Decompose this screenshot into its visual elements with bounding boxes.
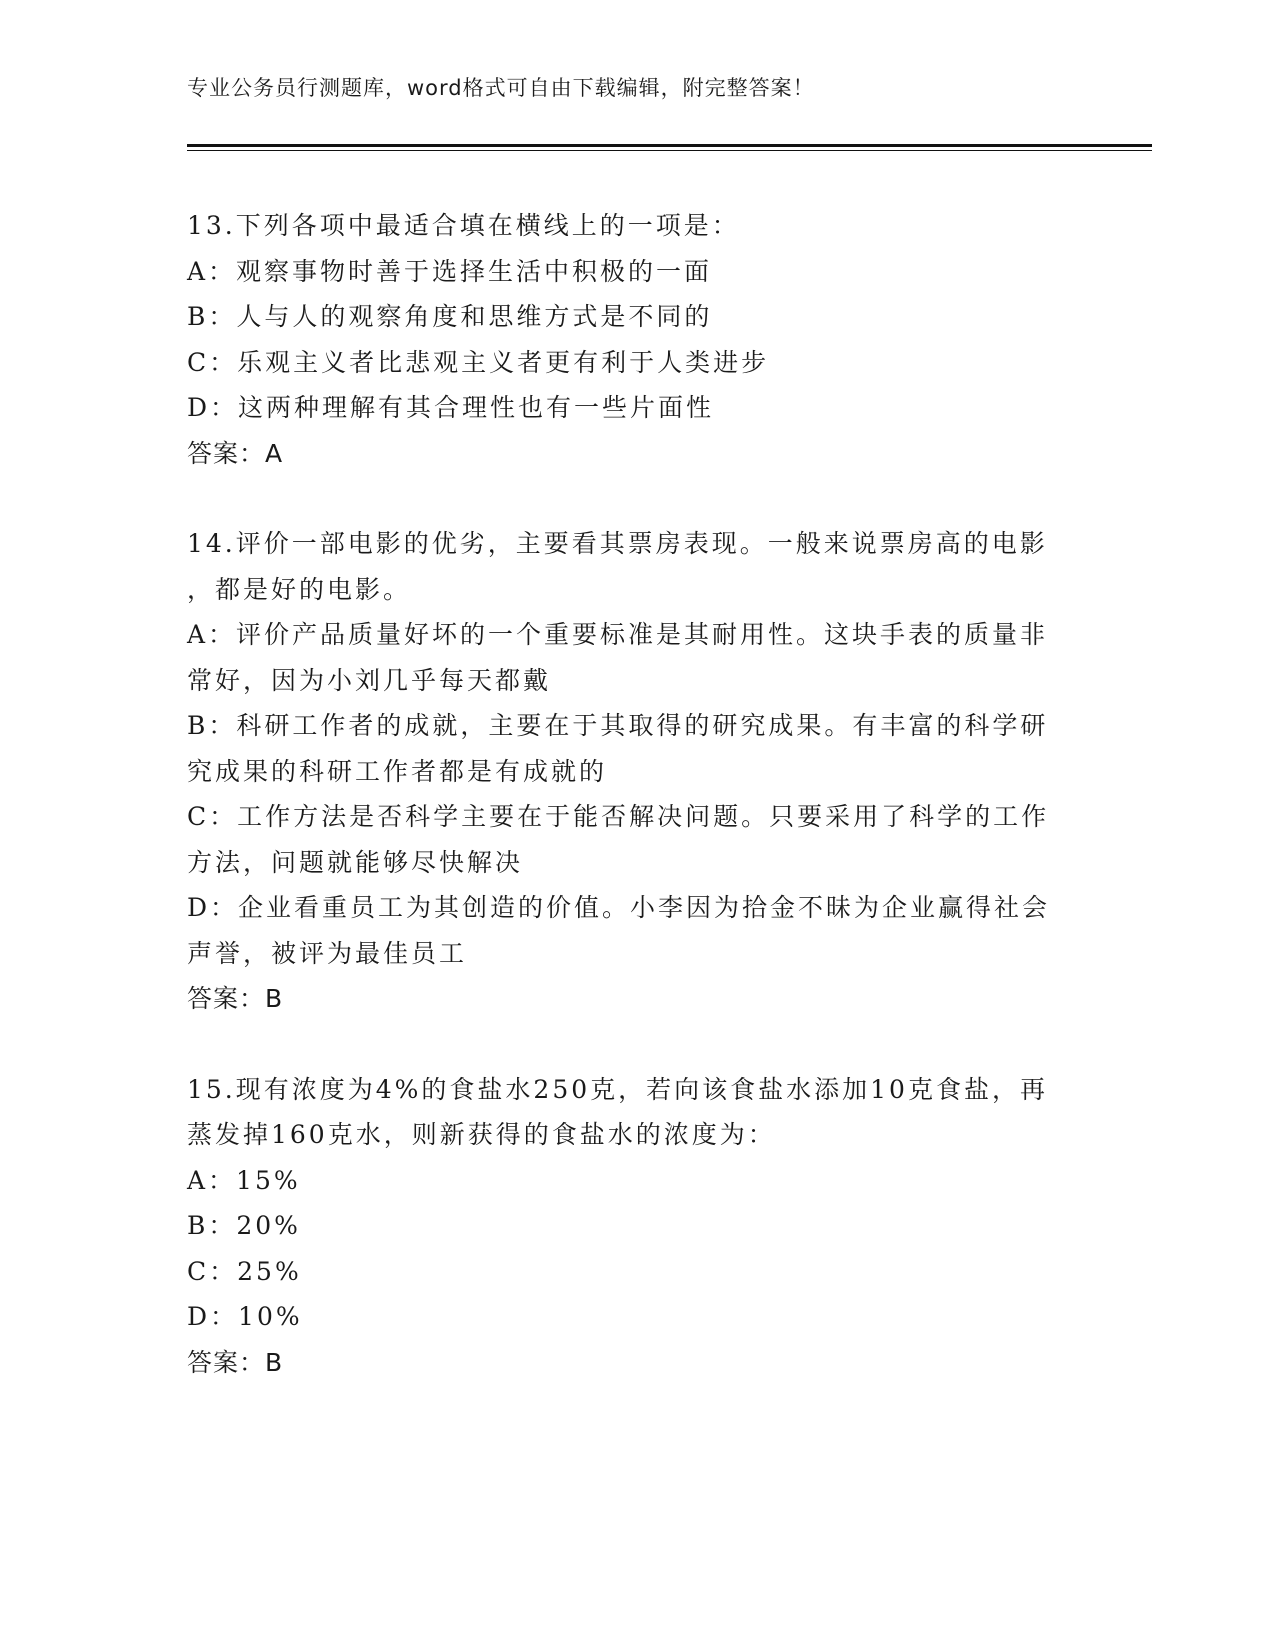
answer-line: 答案：B	[187, 1347, 284, 1377]
question-stem: 13.下列各项中最适合填在横线上的一项是：	[187, 211, 740, 240]
page-header-text: 专业公务员行测题库，word格式可自由下载编辑，附完整答案！	[187, 76, 815, 100]
option-d-continued: 声誉，被评为最佳员工	[187, 938, 468, 968]
option-c: C：25%	[187, 1256, 302, 1286]
option-b-continued: 究成果的科研工作者都是有成就的	[187, 756, 608, 786]
option-b: B：人与人的观察角度和思维方式是不同的	[187, 302, 713, 331]
question-15	[187, 1067, 1087, 1386]
option-c: C：乐观主义者比悲观主义者更有利于人类进步	[187, 347, 770, 377]
option-a: A：观察事物时善于选择生活中积极的一面	[187, 256, 713, 286]
option-c: C：工作方法是否科学主要在于能否解决问题。只要采用了科学的工作	[187, 802, 1050, 831]
header-rule-thin	[187, 150, 1152, 151]
question-stem: 15.现有浓度为4%的食盐水250克，若向该食盐水添加10克食盐，再	[187, 1074, 1048, 1104]
option-d: D：10%	[187, 1302, 303, 1331]
option-d: D：企业看重员工为其创造的价值。小李因为拾金不昧为企业赢得社会	[187, 893, 1051, 922]
question-stem-continued: 蒸发掉160克水，则新获得的食盐水的浓度为：	[187, 1120, 776, 1149]
question-stem-continued: ，都是好的电影。	[187, 574, 412, 604]
question-13	[187, 203, 1087, 476]
answer-line: 答案：B	[187, 984, 284, 1013]
question-list	[187, 203, 1087, 1430]
answer-line: 答案：A	[187, 438, 284, 468]
option-b: B：科研工作者的成就，主要在于其取得的研究成果。有丰富的科学研	[187, 711, 1049, 740]
option-a: A：评价产品质量好坏的一个重要标准是其耐用性。这块手表的质量非	[187, 620, 1049, 649]
question-stem: 14.评价一部电影的优劣，主要看其票房表现。一般来说票房高的电影	[187, 529, 1048, 558]
option-a-continued: 常好，因为小刘几乎每天都戴	[187, 665, 552, 695]
option-a: A：15%	[187, 1165, 301, 1195]
option-b: B：20%	[187, 1211, 301, 1240]
question-14	[187, 521, 1087, 1022]
option-c-continued: 方法，问题就能够尽快解决	[187, 847, 524, 877]
option-d: D：这两种理解有其合理性也有一些片面性	[187, 393, 715, 422]
header-rule-thick	[187, 144, 1152, 147]
